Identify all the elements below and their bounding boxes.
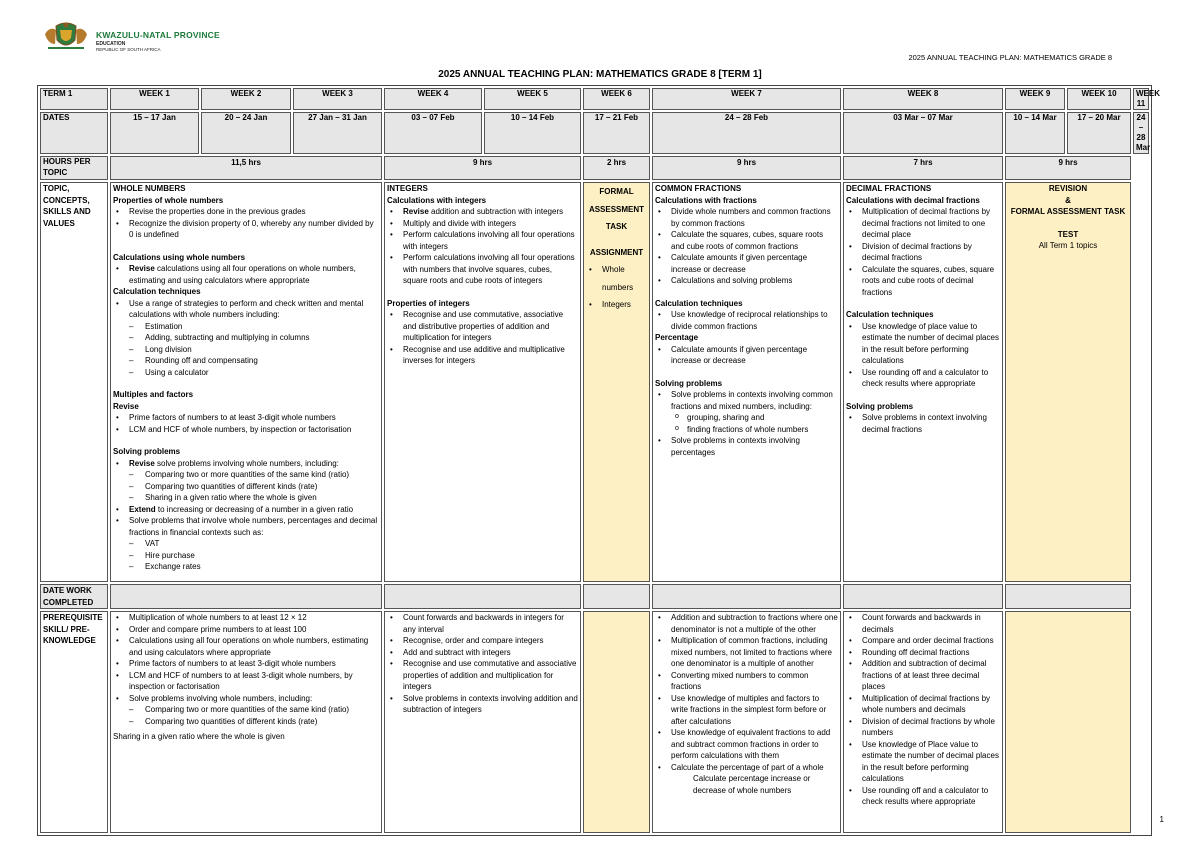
fractions-list <box>655 309 838 332</box>
list-item: • Use a range of strategies to perform and check written and mental calculations with whole numbers including: <box>113 298 379 321</box>
whole-list <box>113 206 379 241</box>
whole-subheading: Calculation techniques <box>113 287 201 296</box>
fa-assignment: ASSIGNMENT <box>589 247 644 257</box>
whole-numbers-title: WHOLE NUMBERS <box>113 184 186 193</box>
date-completed-fractions[interactable] <box>652 584 841 609</box>
dates-label: DATES <box>40 112 108 154</box>
date-completed-decimals[interactable] <box>843 584 1003 609</box>
list-item: • Perform calculations involving all four operations with integers <box>387 229 578 252</box>
date-completed-integers[interactable] <box>384 584 581 609</box>
list-item: • Solve problems in contexts involving percentages <box>655 435 838 458</box>
list-item: – Exchange rates <box>113 561 379 573</box>
revision-line: & <box>1065 195 1071 205</box>
prereq-fractions-cell <box>652 611 841 833</box>
list-item: • Revise solve problems involving whole numbers, including: <box>113 458 379 470</box>
week-3-header: WEEK 3 <box>293 88 382 110</box>
list-item: • Calculate the percentage of part of a whole <box>655 762 838 774</box>
page-title: 2025 ANNUAL TEACHING PLAN: MATHEMATICS GRADE 8 [TERM 1] <box>438 69 762 80</box>
list-item: • Calculations using all four operations on whole numbers, estimating and using calculators where appropriate <box>113 635 379 658</box>
list-item: • Solve problems involving whole numbers, including: <box>113 693 379 705</box>
week-5-dates: 10 – 14 Feb <box>484 112 581 154</box>
running-header: 2025 ANNUAL TEACHING PLAN: MATHEMATICS GRADE 8 <box>908 53 1112 62</box>
list-item: • Multiplication of decimal fractions by whole numbers and decimals <box>846 693 1000 716</box>
list-item: – Sharing in a given ratio where the whole is given <box>113 492 379 504</box>
list-item: • Recognise and use commutative, associative and distributive properties of addition and multiplication for integers <box>387 309 578 344</box>
list-item: • Use knowledge of equivalent fractions to add and subtract common fractions in order to perform calculations with them <box>655 727 838 762</box>
prereq-decimals-list <box>846 612 1000 808</box>
list-item: • Revise the properties done in the previous grades <box>113 206 379 218</box>
decimal-fractions-cell <box>843 182 1003 582</box>
revision-test: TEST <box>1057 229 1079 239</box>
fractions-subheading: Calculation techniques <box>655 298 743 308</box>
list-item: • Multiplication of common fractions, including mixed numbers, not limited to fractions where one denominator is a multiple of another <box>655 635 838 670</box>
list-item: • Calculate amounts if given percentage increase or decrease <box>655 252 838 275</box>
revision-line: REVISION <box>1048 184 1088 193</box>
revision-cell <box>1005 182 1131 582</box>
week-8-dates: 03 Mar – 07 Mar <box>843 112 1003 154</box>
fa-list <box>586 261 647 314</box>
list-item: • Perform calculations involving all four operations with numbers that involve squares, cubes, square roots and cube roots of integers <box>387 252 578 287</box>
list-item: – Comparing two quantities of different kinds (rate) <box>113 716 379 728</box>
list-item: – Estimation <box>113 321 379 333</box>
revision-topics: All Term 1 topics <box>1038 241 1098 250</box>
date-completed-assessment[interactable] <box>583 584 650 609</box>
whole-subheading: Properties of whole numbers <box>113 195 224 205</box>
list-item: – Hire purchase <box>113 550 379 562</box>
list-item: • Multiplication of whole numbers to at least 12 × 12 <box>113 612 379 624</box>
week-9-dates: 10 – 14 Mar <box>1005 112 1065 154</box>
country-name: REPUBLIC OF SOUTH AFRICA <box>96 47 161 52</box>
hours-label: HOURS PER TOPIC <box>40 156 108 180</box>
hours-whole-numbers: 11,5 hrs <box>110 156 382 180</box>
hours-assessment: 2 hrs <box>583 156 650 180</box>
hours-row <box>40 156 1149 180</box>
integers-subheading: Properties of integers <box>387 298 470 308</box>
hours-integers: 9 hrs <box>384 156 581 180</box>
week-6-dates: 17 – 21 Feb <box>583 112 650 154</box>
revision-line: FORMAL ASSESSMENT TASK <box>1010 207 1126 216</box>
topic-label: TOPIC, CONCEPTS, SKILLS AND VALUES <box>40 182 108 582</box>
whole-numbers-cell <box>110 182 382 582</box>
integers-list <box>387 206 578 287</box>
decimals-list <box>846 206 1000 298</box>
provincial-crest-icon <box>42 22 90 52</box>
list-item: • Use rounding off and a calculator to check results where appropriate <box>846 785 1000 808</box>
list-item: • Calculate amounts if given percentage increase or decrease <box>655 344 838 367</box>
week-10-header: WEEK 10 <box>1067 88 1131 110</box>
list-item: – VAT <box>113 538 379 550</box>
whole-subheading: Multiples and factors <box>113 390 194 399</box>
week-5-header: WEEK 5 <box>484 88 581 110</box>
list-item: • Calculate the squares, cubes, square roots and cube roots of common fractions <box>655 229 838 252</box>
list-item: • Addition and subtraction of decimal fractions of at least three decimal places <box>846 658 1000 693</box>
formal-assessment-cell <box>583 182 650 582</box>
page-number: 1 <box>1159 815 1164 824</box>
list-item: • Recognise and use commutative and associative properties of addition and multiplication for integers <box>387 658 578 693</box>
week-11-header: WEEK 11 <box>1133 88 1149 110</box>
week-10-dates: 17 – 20 Mar <box>1067 112 1131 154</box>
week-3-dates: 27 Jan – 31 Jan <box>293 112 382 154</box>
list-item: • Integers <box>586 296 647 314</box>
week-4-header: WEEK 4 <box>384 88 482 110</box>
list-item: • Recognise and use additive and multiplicative inverses for integers <box>387 344 578 367</box>
fractions-title: COMMON FRACTIONS <box>655 184 742 193</box>
list-item: • Order and compare prime numbers to at least 100 <box>113 624 379 636</box>
list-item: o finding fractions of whole numbers <box>655 424 838 436</box>
decimals-subheading: Solving problems <box>846 401 914 411</box>
week-4-dates: 03 – 07 Feb <box>384 112 482 154</box>
week-2-header: WEEK 2 <box>201 88 291 110</box>
integers-list <box>387 309 578 367</box>
list-item: • Revise calculations using all four operations on whole numbers, estimating and using calculators where appropriate <box>113 263 379 286</box>
week-7-header: WEEK 7 <box>652 88 841 110</box>
list-item: • Division of decimal fractions by whole numbers <box>846 716 1000 739</box>
list-item: – Rounding off and compensating <box>113 355 379 367</box>
whole-subheading: Revise <box>113 401 139 411</box>
prereq-fractions-list <box>655 612 838 773</box>
prereq-integers-cell <box>384 611 581 833</box>
whole-list <box>113 458 379 573</box>
list-item: • Compare and order decimal fractions <box>846 635 1000 647</box>
whole-subheading: Solving problems <box>113 447 181 456</box>
hours-revision: 9 hrs <box>1005 156 1131 180</box>
list-item: • Revise addition and subtraction with integers <box>387 206 578 218</box>
list-item: • Multiply and divide with integers <box>387 218 578 230</box>
date-completed-whole[interactable] <box>110 584 382 609</box>
fa-line: ASSESSMENT <box>588 204 645 214</box>
week-11-dates: 24 – 28 Mar <box>1133 112 1149 154</box>
topic-row <box>40 182 1149 582</box>
prereq-decimals-cell <box>843 611 1003 833</box>
list-item: • LCM and HCF of whole numbers, by inspection or factorisation <box>113 424 379 436</box>
list-item: – Using a calculator <box>113 367 379 379</box>
prerequisite-label: PREREQUISITE SKILL/ PRE-KNOWLEDGE <box>40 611 108 833</box>
list-item: – Comparing two or more quantities of the same kind (ratio) <box>113 704 379 716</box>
list-item: • Count forwards and backwards in decimals <box>846 612 1000 635</box>
list-item: • LCM and HCF of numbers to at least 3-digit whole numbers, by inspection or factorisation <box>113 670 379 693</box>
list-item: – Comparing two or more quantities of the same kind (ratio) <box>113 469 379 481</box>
list-item: o grouping, sharing and <box>655 412 838 424</box>
department-logo <box>42 22 242 52</box>
prereq-whole-note: Sharing in a given ratio where the whole is given <box>113 732 285 741</box>
list-item: • Calculate the squares, cubes, square roots and cube roots of decimal fractions <box>846 264 1000 299</box>
list-item: • Recognise, order and compare integers <box>387 635 578 647</box>
list-item: • Rounding off decimal fractions <box>846 647 1000 659</box>
date-completed-row <box>40 584 1149 609</box>
prerequisite-row <box>40 611 1149 833</box>
whole-subheading: Calculations using whole numbers <box>113 252 246 262</box>
list-item: • Solve problems in contexts involving common fractions and mixed numbers, including: <box>655 389 838 412</box>
fractions-subheading: Percentage <box>655 333 699 342</box>
list-item: • Use knowledge of multiples and factors to write fractions in the simplest form before or after calculations <box>655 693 838 728</box>
province-name: KWAZULU-NATAL PROVINCE <box>96 30 220 40</box>
list-item: • Solve problems in context involving decimal fractions <box>846 412 1000 435</box>
list-item: • Whole numbers <box>586 261 647 296</box>
list-item: – Long division <box>113 344 379 356</box>
list-item: – Adding, subtracting and multiplying in columns <box>113 332 379 344</box>
decimals-list <box>846 321 1000 390</box>
prereq-whole-list <box>113 612 379 727</box>
week-header-row <box>40 88 1149 110</box>
date-completed-revision[interactable] <box>1005 584 1131 609</box>
list-item: • Use knowledge of Place value to estimate the number of decimal places in the result before performing calculations <box>846 739 1000 785</box>
list-item: • Calculations and solving problems <box>655 275 838 287</box>
list-item: • Use knowledge of place value to estimate the number of decimal places in the result before performing calculations <box>846 321 1000 367</box>
prereq-fractions-note: Calculate percentage increase or decrease of whole numbers <box>693 774 811 795</box>
list-item: • Add and subtract with integers <box>387 647 578 659</box>
date-completed-label: DATE WORK COMPLETED <box>40 584 108 609</box>
integers-cell <box>384 182 581 582</box>
department-name: EDUCATION <box>96 41 126 47</box>
decimals-list <box>846 412 1000 435</box>
list-item: • Division of decimal fractions by decimal fractions <box>846 241 1000 264</box>
fractions-subheading: Solving problems <box>655 378 723 388</box>
list-item: • Prime factors of numbers to at least 3-digit whole numbers <box>113 412 379 424</box>
list-item: • Solve problems in contexts involving addition and subtraction of integers <box>387 693 578 716</box>
prereq-revision-cell <box>1005 611 1131 833</box>
hours-common-fractions: 9 hrs <box>652 156 841 180</box>
list-item: • Extend to increasing or decreasing of a number in a given ratio <box>113 504 379 516</box>
fractions-list <box>655 344 838 367</box>
list-item: • Converting mixed numbers to common fractions <box>655 670 838 693</box>
list-item: • Count forwards and backwards in integers for any interval <box>387 612 578 635</box>
list-item: • Addition and subtraction to fractions where one denominator is not a multiple of the other <box>655 612 838 635</box>
whole-list <box>113 298 379 379</box>
teaching-plan-table <box>37 85 1160 836</box>
list-item: – Comparing two quantities of different kinds (rate) <box>113 481 379 493</box>
whole-list <box>113 263 379 286</box>
list-item: • Solve problems that involve whole numbers, percentages and decimal fractions in financial contexts such as: <box>113 515 379 538</box>
week-6-header: WEEK 6 <box>583 88 650 110</box>
dates-row <box>40 112 1149 154</box>
fractions-list <box>655 206 838 287</box>
week-8-header: WEEK 8 <box>843 88 1003 110</box>
list-item: • Use rounding off and a calculator to check results where appropriate <box>846 367 1000 390</box>
common-fractions-cell <box>652 182 841 582</box>
integers-title: INTEGERS <box>387 184 428 193</box>
fractions-list <box>655 389 838 458</box>
list-item: • Use knowledge of reciprocal relationships to divide common fractions <box>655 309 838 332</box>
whole-list <box>113 412 379 435</box>
week-7-dates: 24 – 28 Feb <box>652 112 841 154</box>
list-item: • Divide whole numbers and common fractions by common fractions <box>655 206 838 229</box>
fractions-subheading: Calculations with fractions <box>655 195 757 205</box>
list-item: • Recognize the division property of 0, whereby any number divided by 0 is undefined <box>113 218 379 241</box>
week-2-dates: 20 – 24 Jan <box>201 112 291 154</box>
decimals-subheading: Calculation techniques <box>846 310 934 319</box>
decimals-subheading: Calculations with decimal fractions <box>846 195 980 205</box>
decimals-title: DECIMAL FRACTIONS <box>846 184 932 193</box>
week-1-header: WEEK 1 <box>110 88 199 110</box>
term-label: TERM 1 <box>40 88 108 110</box>
prereq-assessment-cell <box>583 611 650 833</box>
list-item: • Multiplication of decimal fractions by decimal fractions not limited to one decimal place <box>846 206 1000 241</box>
prereq-integers-list <box>387 612 578 716</box>
integers-subheading: Calculations with integers <box>387 195 487 205</box>
fa-line: FORMAL <box>599 187 634 196</box>
prereq-whole-cell <box>110 611 382 833</box>
hours-decimal-fractions: 7 hrs <box>843 156 1003 180</box>
week-1-dates: 15 – 17 Jan <box>110 112 199 154</box>
week-9-header: WEEK 9 <box>1005 88 1065 110</box>
fa-line: TASK <box>605 222 628 231</box>
list-item: • Prime factors of numbers to at least 3-digit whole numbers <box>113 658 379 670</box>
